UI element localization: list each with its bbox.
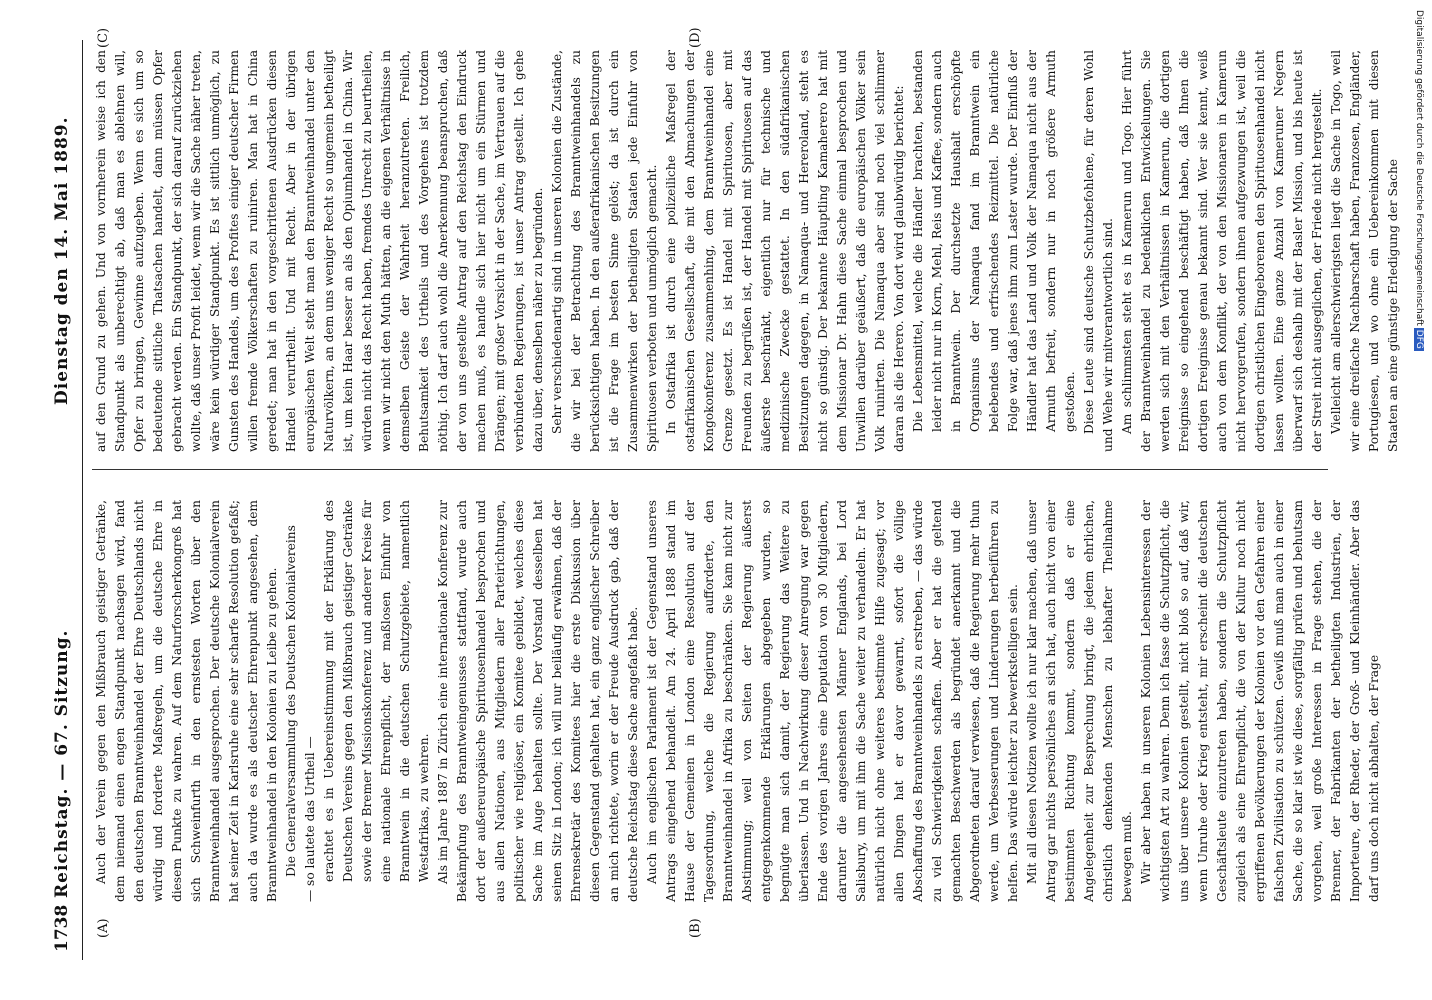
paragraph: Wir aber haben in unseren Kolonien Lebensinteressen der wichtigsten Art zu wahren. Denn ich fasse die Schutzpflicht, die uns über unsere Kolonien gestellt, nicht bloß so auf, daß wir, wenn Unruhe oder Krieg entsteht, mir erscheint die deutschen Geschäftsleute einzutreten haben, sondern die Schutzpflicht zugleich als eine Ehrenpflicht, die von der Kultur noch nicht ergriffenen Bevölkerungen der Kolonien vor den Gefahren einer falschen Zivilisation zu schützen. Gewiß muß man auch in einer Sache, die so klar ist wie diese, sorgfältig prüfen und behutsam vorgehen, weil große Interessen in Frage stehen, die der Brenner, der Fabrikanten der betheiligten Industrien, der Importeure, der Rheder, der Groß- und Kleinhändler. Aber das darf uns doch nicht abhalten, der Frage — [1139, 500, 1381, 902]
page-header — [48, 40, 78, 960]
paragraph: auf den Grund zu gehen. Und von vornherein weise ich den Standpunkt als unberechtigt ab, daß man es ablehnen will, Opfer zu bringen, Gewinne aufzugeben. Wenn es sich um so bedeutende sittliche Thatsachen handelt, dann müssen Opfer gebracht werden. Ein Standpunkt, der sich darauf zurückziehen wollte, daß unser Profit leidet, wenn wir die Sache näher treten, wäre kein würdiger Standpunkt. Es ist sittlich unmöglich, zu Gunsten des Handels, um des Profites einiger deutscher Firmen willen fremde Völkerschaften zu ruiniren. Man hat in China geredet; man hat in den vorgeschrittenen Ausdrücken diesen Handel verurtheilt. Und mit Recht. Aber in der übrigen europäischen Welt steht man den Branntweinhandel unter den Naturvölkern, an dem uns weniger Recht so ungemein betheiligt ist, um kein Haar besser an als den Opiumhandel in China. Wir würden nicht das Recht haben, fremdes Unrecht zu beurtheilen, wenn wir nicht den Muth hätten, an die eigenen Verhältnisse in demselben Geiste der Wahrheit heranzutreten. Freilich, Behutsamkeit des Urtheils und des Vorgehens ist trotzdem nöthig. Ich darf auch wohl die Anerkennung beanspruchen, daß der von uns gestellte Antrag auf den Reichstag den Eindruck machen muß, es handle sich hier nicht um ein Stürmen und Drängen; mit großer Vorsicht in der Sache, im Vertrauen auf die verbündeten Regierungen, ist unser Antrag gestellt. Ich gehe dazu über, denselben näher zu begründen. — [94, 50, 545, 452]
paragraph: — so lautete das Urtheil — — [303, 736, 317, 902]
paragraph: Auch im englischen Parlament ist der Gegenstand unseres Antrags eingehend behandelt. Am 24. April 1888 stand im Hause der Gemeinen in London eine Resolution auf der Tagesordnung, welche die Regierung aufforderte, den Branntweinhandel in Afrika zu beschränken. Sie kam nicht zur Abstimmung; weil von Seiten der Regierung äußerst entgegenkommende Erklärungen abgegeben wurden, so begnügte man sich damit, der Regierung das Weitere zu überlassen. Und in Nachwirkung dieser Anregung war gegen Ende des vorigen Jahres eine Deputation von 30 Mitgliedern, darunter die angesehensten Männer Englands, bei Lord Salisbury, um mit ihm die Sache weiter zu verhandeln. Er hat natürlich nicht ohne weiteres bestimmte Hilfe zugesagt; vor allen Dingen hat er davor gewarnt, sofort die völlige Abschaffung des Branntweinhandels zu erstreben, — das würde zu viel Schwierigkeiten schaffen. Aber er hat die geltend gemachten Beschwerden als begründet anerkannt und die Abgeordneten darauf verwiesen, daß die Regierung mehr thun werde, um Verbesserungen und Linderungen herbeiführen zu helfen. Das würde leichter zu bewerkstelligen sein. — [645, 500, 1020, 902]
paragraph: Sehr verschiedenartig sind in unseren Kolonien die Zustände, die wir bei der Betrachtung des Branntweinhandels zu berücksichtigen haben. In den außerafrikanischen Besitzungen ist die Frage im besten Sinne gelöst; da ist durch ein Zusammenwirken der betheiligten Staaten jede Einfuhr von Spirituosen verboten und unmöglich gemacht. — [550, 50, 659, 452]
paragraph: Vielleicht am allerschwierigsten liegt die Sache in Togo, weil wir eine dreifache Nachbarschaft haben, Franzosen, Engländer, Portugiesen, und wo ohne ein Uebereinkommen mit diesen Staaten an eine günstige Erledigung der Sache — [1329, 50, 1400, 452]
page-number: 1738 — [52, 904, 72, 952]
paragraph: Als im Jahre 1887 in Zürich eine internationale Konferenz zur Bekämpfung des Branntweingenusses stattfand, wurde auch dort der außereuropäische Spirituosenhandel besprochen und aus allen Nationen, aus Mitgliedern aller Parteirichtungen, politischer wie religiöser, ein Komitee gebildet, welches diese Sache im Auge behalten sollte. Der Vorstand desselben hat seinen Sitz in London; ich will nur beiläufig erwähnen, daß der Ehrensekretär des Komitees hier die erste Diskussion über diesen Gegenstand gehalten hat, ein ganz englischer Schreiber an mich richtete, worin er der Freude Ausdruck gab, daß der deutsche Reichstag diese Sache angefaßt habe. — [436, 500, 640, 902]
quotation: erachtet es in Uebereinstimmung mit der Erklärung des Deutschen Vereins gegen den Mißbrauch geistiger Getränke sowie der Bremer Missionskonferenz und anderer Kreise für eine nationale Ehrenpflicht, der maßlosen Einfuhr von Branntwein in die deutschen Schutzgebiete, namentlich Westafrikas, zu wehren. — [322, 500, 431, 882]
session-title: Reichstag. — 67. Sitzung. — [52, 629, 72, 898]
margin-mark-a: (A) — [96, 918, 111, 938]
paragraph: Am schlimmsten steht es in Kamerun und Togo. Hier führt der Branntweinhandel zu bedenklichen Entwickelungen. Sie werden sich mit den Verhältnissen in Kamerun, die dortigen Ereignisse so eingehend beschäftigt haben, daß Ihnen die dortigen Ereignisse genau bekannt sind. Wer sie kennt, weiß auch von dem Konflikt, der von den Missionaren in Kamerun nicht hervorgerufen, sondern ihnen aufgezwungen ist, weil die dortigen christlichen Eingeborenen den Spirituosenhandel nicht lassen wollten. Eine ganze Anzahl von Kameruner Negern überwarf sich deshalb mit der Basler Mission, und bis heute ist der Streit nicht ausgeglichen, der Friede nicht hergestellt. — [1120, 50, 1324, 452]
paragraph: Auch der Verein gegen den Mißbrauch geistiger Getränke, dem niemand einen engen Standpunkt nachsagen wird, fand den deutschen Branntweinhandel der Ehre Deutschlands nicht würdig und forderte Maßregeln, um die deutsche Ehre in diesem Punkte zu wahren. Auf dem Naturforscherkongreß hat sich Schweinfurth in den ernstesten Worten über den Branntweinhandel ausgesprochen. Der deutsche Kolonialverein hat seiner Zeit in Karlsruhe eine sehr scharfe Resolution gefaßt; auch da wurde es als deutscher Ehrenpunkt angesehen, dem Branntweinhandel in den Kolonien zu Leibe zu gehen. — [94, 500, 279, 902]
margin-mark-d: (D) — [688, 27, 703, 48]
paragraph: Diese Leute sind deutsche Schutzbefohlene, für deren Wohl und Wehe wir mitverantwortlich sind. — [1082, 50, 1115, 452]
text-column-right — [92, 50, 1400, 452]
header-rule — [82, 40, 83, 960]
session-date: Dienstag den 14. Mai 1889. — [52, 116, 72, 405]
credit-text: Digitalisierung gefördert durch die Deutsche Forschungsgemeinschaft — [1414, 10, 1424, 326]
quotation: Die Lebensmittel, welche die Händler brachten, bestanden leider nicht nur in Korn, Mehl, Reis und Kaffee, sondern auch in Branntwein. Der durchsetzte Haushalt erschöpfte Organismus der Namaqua fand im Branntwein ein belebendes und erfrischendes Reizmittel. Die natürliche Folge war, daß jenes ihm zum Laster wurde. Der Einfluß der Händler hat das Land und Volk der Namaqua nicht aus der Armuth befreit, sondern nur in noch größere Armuth gestoßen. — [911, 50, 1077, 432]
paragraph: Die Generalversammlung des Deutschen Kolonialvereins — [284, 525, 298, 877]
text-column-left — [92, 500, 1381, 902]
column-divider — [92, 469, 1328, 470]
dfg-logo: DFG — [1414, 329, 1424, 349]
margin-mark-b: (B) — [688, 918, 703, 938]
paragraph: Mit all diesen Notizen wollte ich nur klar machen, daß unser Antrag gar nichts persönliches an sich hat, auch nicht von einer bestimmten Richtung kommt, sondern daß er eine Angelegenheit zur Besprechung bringt, die jedem ehrlichen, christlich denkenden Menschen zu lebhafter Theilnahme bewegen muß. — [1025, 500, 1134, 902]
margin-mark-c: (C) — [96, 27, 111, 48]
paragraph: In Ostafrika ist durch eine polizeiliche Maßregel der ostafrikanischen Gesellschaft, die mit den Abmachungen der Kongokonferenz zusammenhing, dem Branntweinhandel eine Grenze gesetzt. Es ist Handel mit Spirituosen, aber mit Freunden zu begrüßen ist, der Handel mit Spirituosen auf das äußerste beschränkt, eigentlich nur für technische und medizinische Zwecke gestattet. In den südafrikanischen Besitzungen dagegen, in Namaqua- und Hereroland, steht es nicht so günstig. Der bekannte Häuptling Kamaherero hat mit dem Missionar Dr. Hahn diese Sache einmal besprochen und Unwillen darüber geäußert, daß die europäischen Völker sein Volk ruinirten. Die Namaqua aber sind noch viel schlimmer daran als die Herero. Von dort wird glaubwürdig berichtet: — [664, 50, 906, 452]
